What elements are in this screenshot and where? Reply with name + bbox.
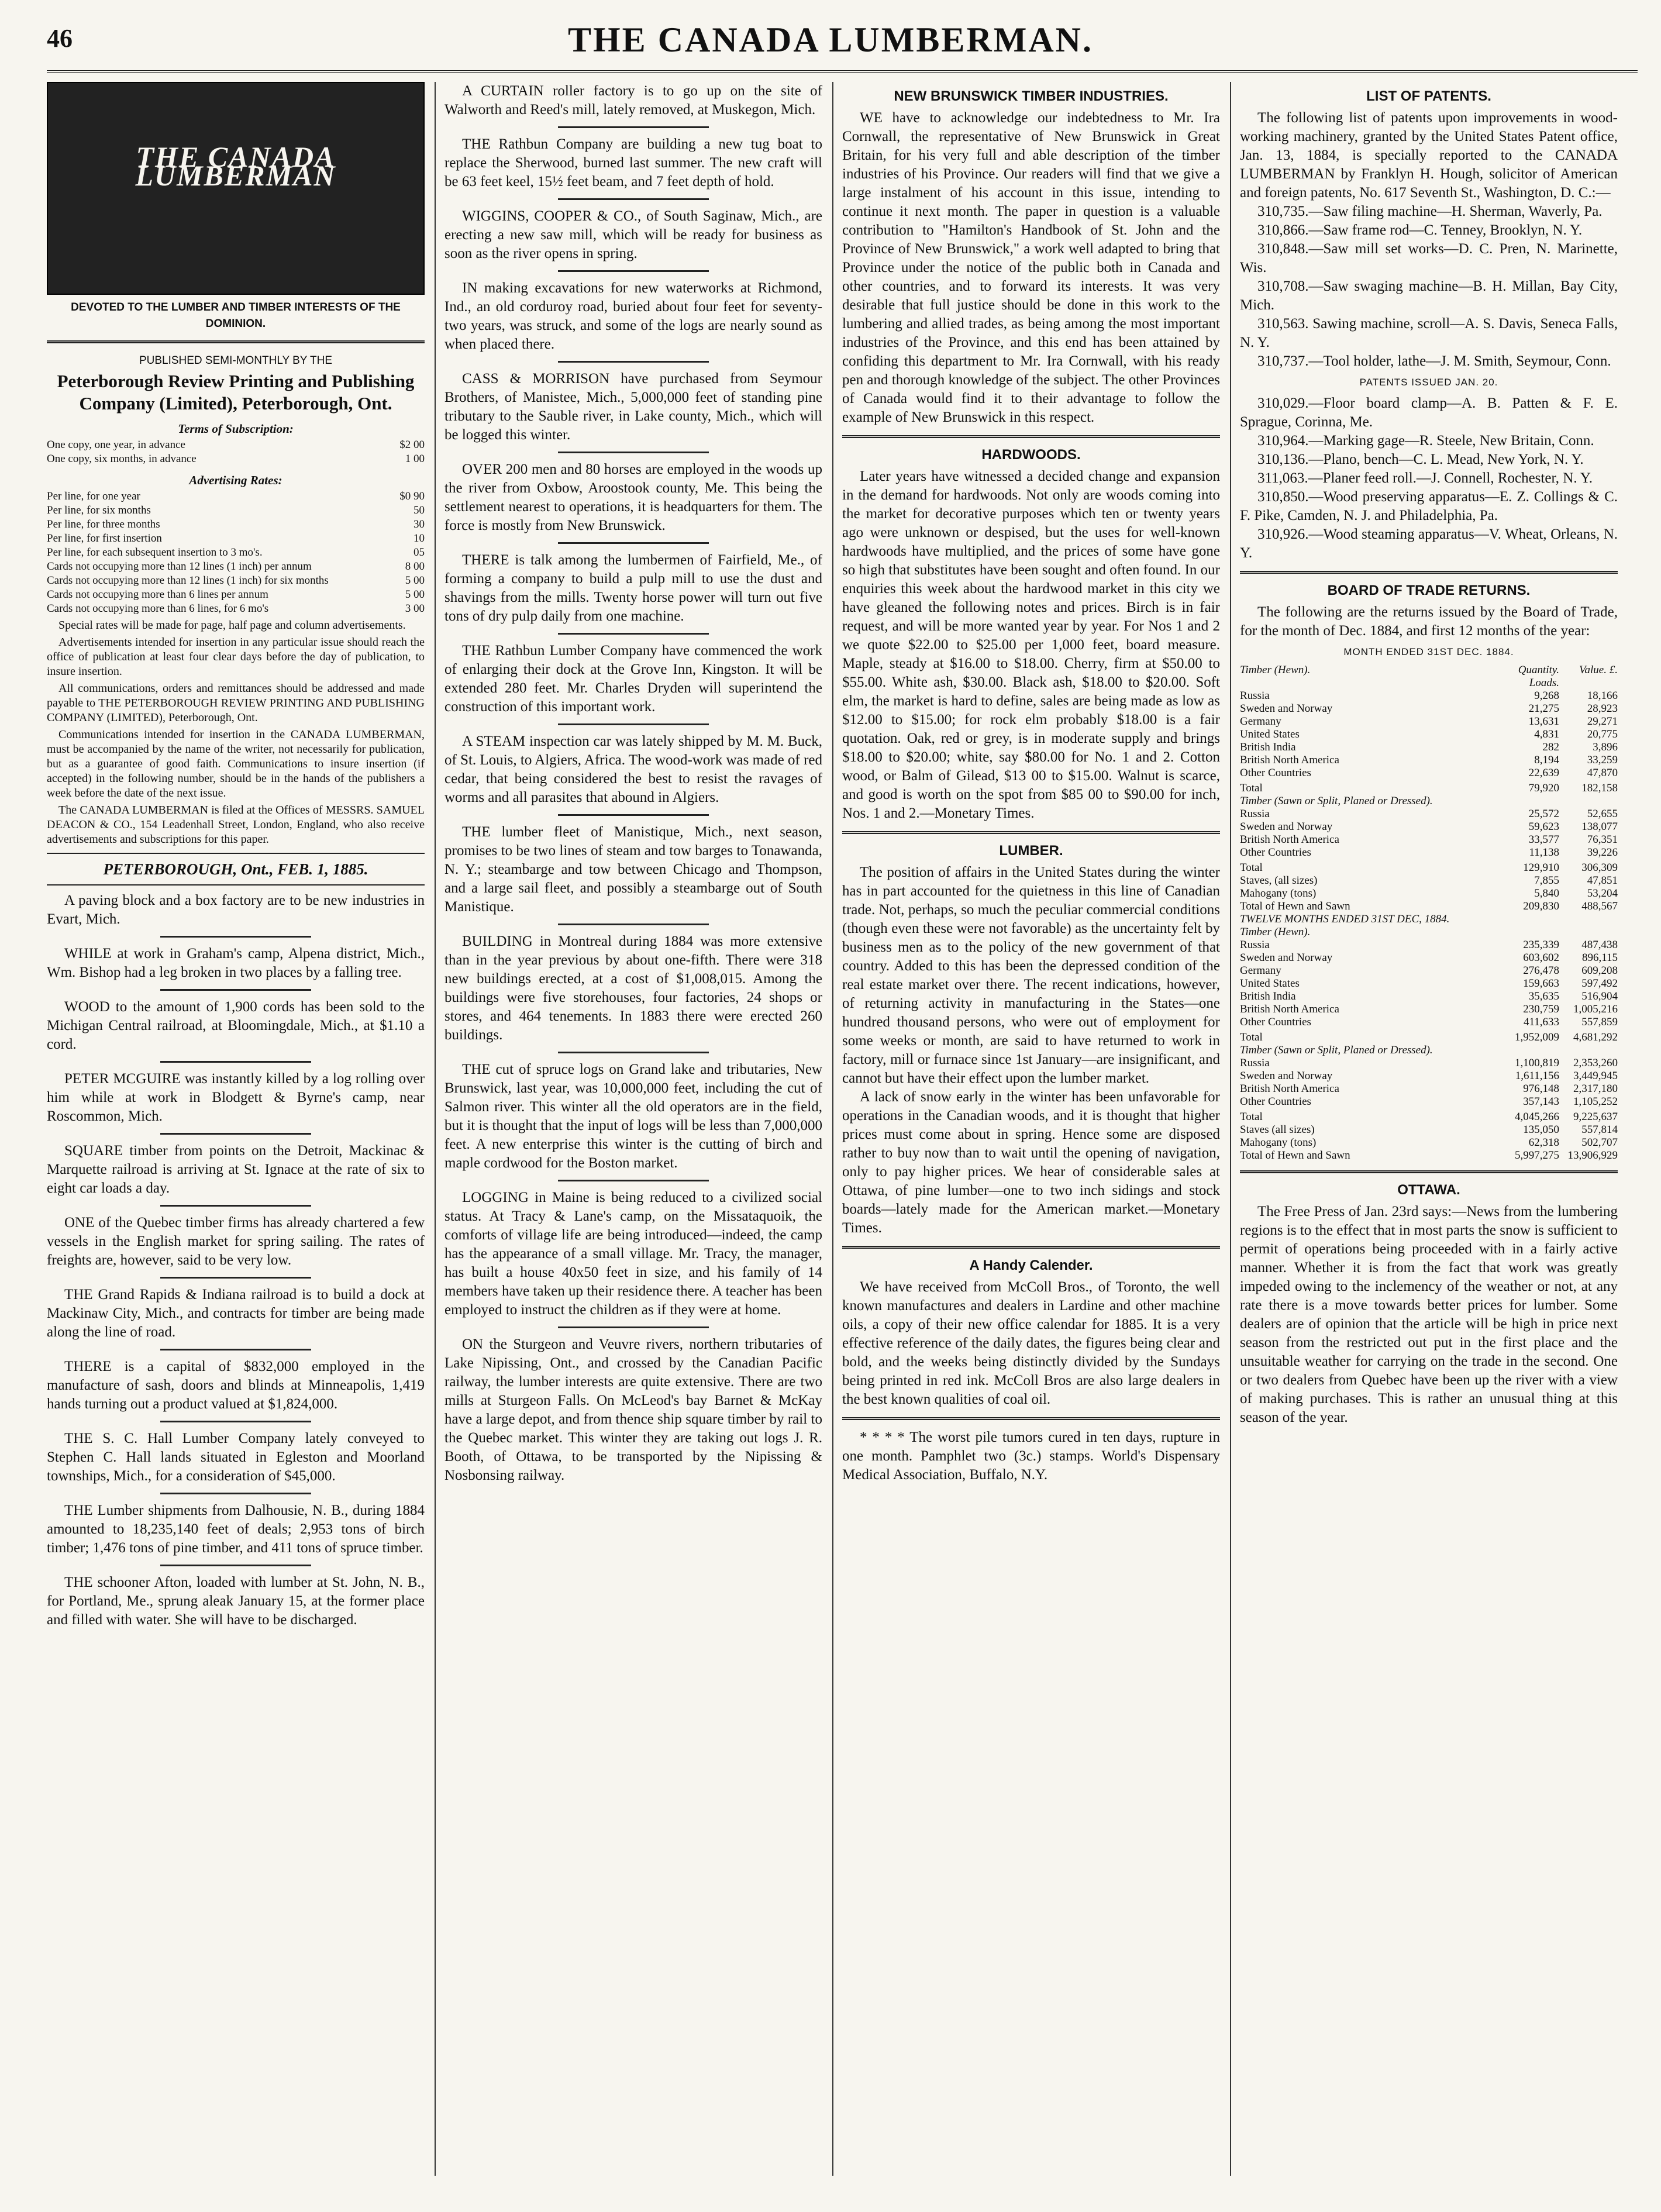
rate-label: Per line, for three months (47, 518, 160, 530)
section-label: Timber (Sawn or Split, Planed or Dressed). (1240, 1044, 1433, 1056)
row-quantity: 209,830 (1523, 900, 1559, 912)
rate-label: Cards not occupying more than 6 lines per annum (47, 588, 268, 601)
row-label: Sweden and Norway (1240, 1070, 1333, 1082)
row-label: Sweden and Norway (1240, 952, 1333, 964)
table-row (1240, 808, 1618, 821)
row-value: 4,681,292 (1573, 1031, 1618, 1043)
table-row (1240, 754, 1618, 767)
article-heading: BOARD OF TRADE RETURNS. (1327, 583, 1531, 598)
row-value: 13,906,929 (1567, 1149, 1618, 1162)
row-quantity: 411,633 (1523, 1016, 1559, 1028)
column-divider (832, 82, 833, 2176)
row-value: 488,567 (1581, 900, 1618, 912)
table-row (1240, 964, 1618, 977)
rate-label: Per line, for six months (47, 504, 151, 516)
table-row (1240, 1149, 1618, 1162)
row-value: 9,225,637 (1573, 1111, 1618, 1123)
row-label: Russia (1240, 808, 1270, 820)
table-row (1240, 859, 1618, 874)
table-row (1240, 690, 1618, 702)
item-separator (160, 1205, 311, 1207)
row-value: 29,271 (1587, 715, 1618, 728)
row-quantity: 11,138 (1529, 846, 1559, 859)
article-heading: A Handy Calender. (969, 1257, 1093, 1273)
item-separator (558, 452, 709, 453)
item-separator (558, 1326, 709, 1328)
item-separator (558, 1052, 709, 1053)
news-item: THE S. C. Hall Lumber Company lately conveyed to Stephen C. Hall lands situated in Egleston and Moorland townships, Mich., for a consideration of $45,000. (47, 1431, 425, 1484)
row-label: British North America (1240, 833, 1339, 846)
row-label: Total (1240, 862, 1263, 874)
row-label: British India (1240, 741, 1296, 753)
terms-list (47, 438, 425, 466)
item-separator (558, 270, 709, 272)
rate-row (47, 532, 425, 546)
table-row (1240, 977, 1618, 990)
divider (842, 1417, 1220, 1420)
table-row (1240, 702, 1618, 715)
dateline: PETERBOROUGH, Ont., FEB. 1, 1885. (103, 860, 368, 878)
row-value: 182,158 (1581, 782, 1618, 794)
table-row (1240, 728, 1618, 741)
news-item: THERE is talk among the lumbermen of Fairfield, Me., of forming a company to build a pulp mill to use the dust and shavings from the mills. Twenty horse power will turn out five tons of dry pulp daily from one machine. (444, 552, 822, 624)
item-separator (160, 936, 311, 938)
row-value: 47,851 (1587, 874, 1618, 887)
news-item: THE Lumber shipments from Dalhousie, N. B., during 1884 amounted to 18,235,140 feet of deals; 2,953 tons of birch timber; 1,476 tons of pine timber, and 411 tons of spruce timber. (47, 1503, 425, 1556)
rate-price: $0 90 (399, 490, 425, 502)
patent-entry: 310,708.—Saw swaging machine—B. H. Millan, Bay City, Mich. (1240, 278, 1618, 313)
section-label: Timber (Hewn). (1240, 926, 1311, 938)
publisher-note: The CANADA LUMBERMAN is filed at the Offices of MESSRS. SAMUEL DEACON & CO., 154 Leadenhall Street, London, England, who also receive advertisements and subscriptions for this paper. (47, 804, 425, 846)
table-row (1240, 780, 1618, 795)
rate-label: Cards not occupying more than 12 lines (1 inch) per annum (47, 560, 312, 573)
table-subheading: MONTH ENDED 31ST DEC. 1884. (1343, 646, 1514, 657)
news-item: WHILE at work in Graham's camp, Alpena district, Mich., Wm. Bishop had a leg broken in two places by a falling tree. (47, 946, 425, 980)
rate-label: Cards not occupying more than 6 lines, for 6 mo's (47, 602, 269, 615)
article-body: The following are the returns issued by the Board of Trade, for the month of Dec. 1884, and first 12 months of the year: (1240, 604, 1618, 639)
divider (842, 435, 1220, 438)
row-quantity: 13,631 (1528, 715, 1559, 728)
row-quantity: 230,759 (1523, 1003, 1559, 1015)
row-quantity: 8,194 (1534, 754, 1559, 766)
news-items (47, 891, 425, 1629)
article-heading: HARDWOODS. (981, 447, 1081, 463)
item-separator (160, 1565, 311, 1566)
row-label: Timber (Hewn). (1240, 664, 1311, 676)
row-label: Russia (1240, 1057, 1270, 1069)
row-value: 557,859 (1581, 1016, 1618, 1028)
news-item: BUILDING in Montreal during 1884 was more extensive than in the year previous by about one-fifth. There were 318 new buildings erected, at a cost of $1,008,015. Among the buildings were five storehouses, four factories, 24 shops or stores, and 464 tenements. In 1883 there were erected 260 buildings. (444, 933, 822, 1043)
row-label: Staves, (all sizes) (1240, 874, 1318, 887)
advertisement: * * * * The worst pile tumors cured in ten days, rupture in one month. Pamphlet two (3c.) stamps. World's Dispensary Medical Association, Buffalo, N.Y. (842, 1429, 1220, 1483)
item-separator (558, 542, 709, 544)
divider (47, 884, 425, 886)
rate-row (47, 574, 425, 588)
row-value: 20,775 (1587, 728, 1618, 740)
column-divider (435, 82, 436, 2176)
row-quantity: 1,611,156 (1515, 1070, 1559, 1082)
divider (842, 831, 1220, 834)
row-quantity: 5,840 (1534, 887, 1559, 900)
table-row (1240, 1108, 1618, 1124)
news-item: THERE is a capital of $832,000 employed in the manufacture of sash, doors and blinds at Minneapolis, 1,419 hands turning out a product valued at $1,824,000. (47, 1359, 425, 1412)
article-heading: LUMBER. (999, 843, 1063, 859)
rate-price: 50 (413, 504, 425, 516)
row-quantity: 35,635 (1528, 990, 1559, 1002)
news-item: THE Rathbun Lumber Company have commenced the work of enlarging their dock at the Grove Inn, Kingston. It will be extended 280 feet. Mr. Charles Dryden will superintend the construction of this important work. (444, 643, 822, 715)
row-value: 896,115 (1581, 952, 1618, 964)
row-quantity: 4,045,266 (1515, 1111, 1559, 1123)
row-quantity: 4,831 (1534, 728, 1559, 740)
rate-row (47, 546, 425, 560)
news-item: WOOD to the amount of 1,900 cords has been sold to the Michigan Central railroad, at Bloomingdale, Mich., at $1.10 a cord. (47, 999, 425, 1052)
rate-price: $2 00 (399, 439, 425, 451)
row-quantity: 1,100,819 (1515, 1057, 1559, 1069)
row-value: 3,449,945 (1573, 1070, 1618, 1082)
item-separator (160, 989, 311, 991)
table-row (1240, 821, 1618, 833)
published-line: PUBLISHED SEMI-MONTHLY BY THE (139, 354, 333, 367)
table-row (1240, 1029, 1618, 1044)
row-quantity: 25,572 (1528, 808, 1559, 820)
publisher-note: Communications intended for insertion in the CANADA LUMBERMAN, must be accompanied by the name of the writer, not necessarily for publication, but as a guarantee of good faith. Communications to insure insertion (if accepted) in the following number, should be in the hands of the publishers a week before the date of the next issue. (47, 728, 425, 800)
news-item: THE cut of spruce logs on Grand lake and tributaries, New Brunswick, last year, was 10,000,000 feet, including the cut of Salmon river. This winter all the old operators are in the field, but it is thought that the input of logs will be less than 7,000,000 feet. A new enterprise this winter is the cutting of birch and maple cordwood for the Boston market. (444, 1062, 822, 1171)
table-row (1240, 1016, 1618, 1029)
item-separator (160, 1349, 311, 1350)
news-item: OVER 200 men and 80 horses are employed in the woods up the river from Oxbow, Aroostook county, Me. This being the settlement nearest to operations, it is headquarters for them. The force is mostly from New Brunswick. (444, 461, 822, 533)
publisher-note: Advertisements intended for insertion in any particular issue should reach the office of publication at least four clear days before the day of publication, to insure insertion. (47, 636, 425, 678)
item-separator (558, 198, 709, 200)
rate-label: Per line, for one year (47, 490, 140, 502)
row-quantity: 79,920 (1528, 782, 1559, 794)
row-value: 609,208 (1581, 964, 1618, 977)
row-value: 53,204 (1587, 887, 1618, 900)
table-row (1240, 952, 1618, 964)
motto: DEVOTED TO THE LUMBER AND TIMBER INTERESTS OF THE DOMINION. (71, 301, 401, 330)
item-separator (558, 924, 709, 925)
row-quantity: 282 (1542, 741, 1559, 753)
item-separator (160, 1421, 311, 1422)
news-item: THE Rathbun Company are building a new tug boat to replace the Sherwood, burned last summer. The new craft will be 63 feet keel, 15½ feet beam, and 7 feet depth of hold. (444, 136, 822, 189)
news-item: ONE of the Quebec timber firms has already chartered a few vessels in the English market for spring sailing. The rates of freights are, however, said to be very low. (47, 1215, 425, 1268)
patent-list (1240, 394, 1618, 563)
table-row (1240, 874, 1618, 887)
row-label: British India (1240, 990, 1296, 1002)
patent-entry: 310,926.—Wood steaming apparatus—V. Wheat, Orleans, N. Y. (1240, 526, 1618, 561)
row-label: Sweden and Norway (1240, 702, 1333, 715)
news-item: CASS & MORRISON have purchased from Seymour Brothers, of Manistee, Mich., 5,000,000 feet of standing pine tributary to the Sauble river, in Lake county, Mich., which will be logged this winter. (444, 371, 822, 443)
patent-entry: 310,866.—Saw frame rod—C. Tenney, Brooklyn, N. Y. (1257, 222, 1583, 238)
row-value: 502,707 (1581, 1136, 1618, 1149)
row-quantity: 7,855 (1534, 874, 1559, 887)
rate-price: 10 (413, 532, 425, 545)
item-separator (558, 814, 709, 816)
row-label: Total of Hewn and Sawn (1240, 1149, 1350, 1162)
row-value: 487,438 (1581, 939, 1618, 951)
news-item: THE schooner Afton, loaded with lumber at St. John, N. B., for Portland, Me., sprung aleak January 15, at the former place and filled with water. She will have to be discharged. (47, 1574, 425, 1628)
table-row (1240, 887, 1618, 900)
row-value: 557,814 (1581, 1124, 1618, 1136)
row-label: Russia (1240, 939, 1270, 951)
patent-list (1240, 202, 1618, 371)
patent-entry: 311,063.—Planer feed roll.—J. Connell, Rochester, N. Y. (1257, 470, 1593, 486)
row-label: British North America (1240, 1083, 1339, 1095)
rate-row (47, 438, 425, 452)
column-1 (47, 82, 425, 2176)
section-label: TWELVE MONTHS ENDED 31ST DEC, 1884. (1240, 913, 1450, 925)
article-body: Later years have witnessed a decided change and expansion in the demand for hardwoods. Not only are woods coming into the market for decorative purposes which ten or twenty years ago were unknown or despised, but the uses for well-known hardwoods have multiplied, and the prices of some have gone so high that substitutes have been sought and often found. In our enquiries this week about the hardwood market in this city we have gleaned the following notes and prices. Birch is in fair request, and will be more wanted year by year. For Nos 1 and 2 we quote $22.00 to $25.00 per 1,000 feet, board measure. Maple, steady at $16.00 to $18.00. Cherry, firm at $50.00 to $55.00. White ash, $30.00. Black ash, $18.00 to $20.00. Soft elm, the market is hard to define, sales are being made as low as $12.00 to $15.00; for rock elm probably $18.00 is a fair quotation. Oak, red or grey, is in moderate supply and brings $18.00 to $20.00; white, say $80.00 for No. 1 and 2. Cotton wood, or Balm of Gilead, $13 00 to $15.00. Walnut is scarce, and good is worth on the spot from $85 00 to $90.00 for inch, Nos. 1 and 2.—Monetary Times. (842, 468, 1220, 821)
article-body: We have received from McColl Bros., of Toronto, the well known manufactures and dealers in Lardine and other machine oils, a copy of their new office calendar for 1885. It is a very effective reference of the daily dates, the figures being clear and bold, and the weeks being distinctly divided by the Sundays being printed in red ink. McColl Bros are also large dealers in the best known qualities of coal oil. (842, 1279, 1220, 1407)
table-row (1240, 1070, 1618, 1083)
row-value: 47,870 (1587, 767, 1618, 779)
patent-entry: 310,029.—Floor board clamp—A. B. Patten & F. E. Sprague, Corinna, Me. (1240, 395, 1618, 430)
patent-entry: 310,563. Sawing machine, scroll—A. S. Davis, Seneca Falls, N. Y. (1240, 316, 1618, 350)
row-label: British North America (1240, 754, 1339, 766)
article-heading: NEW BRUNSWICK TIMBER INDUSTRIES. (894, 88, 1169, 104)
news-item: PETER MCGUIRE was instantly killed by a log rolling over him while at work in Blodgett & Byrne's camp, near Roscommon, Mich. (47, 1071, 425, 1124)
row-quantity: Quantity. Loads. (1518, 664, 1559, 689)
table-row (1240, 664, 1618, 690)
item-separator (558, 126, 709, 128)
row-value: 138,077 (1581, 821, 1618, 833)
logo-text: THE CANADA LUMBERMAN (135, 140, 336, 192)
row-value: 76,351 (1587, 833, 1618, 846)
row-label: Mahogany (tons) (1240, 887, 1317, 900)
rate-price: 30 (413, 518, 425, 530)
row-quantity: 1,952,009 (1515, 1031, 1559, 1043)
table-row (1240, 741, 1618, 754)
article-body: WE have to acknowledge our indebtedness to Mr. Ira Cornwall, the representative of New Brunswick in Great Britain, for his very full and able description of the timber industries of his Province. Our readers will find that we give a large instalment of his account in this issue, intending to continue it next month. The paper in question is a valuable contribution to "Hamilton's Handbook of St. John and the Province of New Brunswick," a work well adapted to bring that Province under the notice of the public both in Canada and other countries, and to forward its interests. It was very desirable that full justice should be done in this work to the lumbering and allied trades, as being among the most important industries of the Province, and this end has been attained by confiding this department to Mr. Ira Cornwall, with his ready pen and thorough knowledge of the subject. The other Provinces of Canada would find it to their advantage to follow the example of New Brunswick in this respect. (842, 110, 1220, 425)
terms-heading: Terms of Subscription: (178, 422, 294, 436)
divider (47, 853, 425, 854)
article-heading: OTTAWA. (1397, 1182, 1460, 1198)
item-separator (558, 633, 709, 635)
row-value: 39,226 (1587, 846, 1618, 859)
row-quantity: 9,268 (1534, 690, 1559, 702)
news-item: ON the Sturgeon and Veuvre rivers, northern tributaries of Lake Nipissing, Ont., and crossed by the Canadian Pacific railway, the lumber interests are quite extensive. There are two mills at Sturgeon Falls. On McLeod's bay Barnet & McKay have a large depot, and from thence ship square timber by rail to the Quebec market. This winter they are taking out logs J. R. Booth, of Ottawa, to be transported by the Nipissing & Nosbonsing railway. (444, 1336, 822, 1483)
table-row (1240, 1083, 1618, 1095)
row-label: Total (1240, 1111, 1263, 1123)
adv-rates-list (47, 490, 425, 616)
row-quantity: 5,997,275 (1515, 1149, 1559, 1162)
row-label: Other Countries (1240, 1095, 1311, 1108)
rate-row (47, 588, 425, 602)
article-body: The Free Press of Jan. 23rd says:—News from the lumbering regions is to the effect that in most parts the snow is sufficient to permit of operations being proceeded with in a fairly active manner. Whether it is from the fact that work was greatly impeded owing to the inclemency of the weather or not, at any rate there is a move towards better prices for lumber. Some dealers are of opinion that the article will be high in price next season from the restricted out put in the first place and the unsuitable weather for carrying on the trade in the second. One or two dealers from Quebec have been up the river with a view of making purchases. This is rather an unusual thing at this season of the year. (1240, 1204, 1618, 1425)
table-row (1240, 767, 1618, 780)
section-row (1240, 1044, 1618, 1057)
row-label: Total (1240, 1031, 1263, 1043)
publisher-note: Special rates will be made for page, half page and column advertisements. (58, 619, 406, 632)
rate-price: 05 (413, 546, 425, 559)
news-item: SQUARE timber from points on the Detroit, Mackinac & Marquette railroad is arriving at St. Ignace at the rate of six to eight car loads a day. (47, 1143, 425, 1196)
patent-entry: 310,136.—Plano, bench—C. L. Mead, New York, N. Y. (1257, 452, 1584, 467)
item-separator (558, 1180, 709, 1181)
row-label: Germany (1240, 715, 1281, 728)
row-label: United States (1240, 977, 1300, 990)
rate-label: One copy, six months, in advance (47, 453, 197, 465)
row-value: Value. £. (1579, 664, 1618, 676)
article-body: A lack of snow early in the winter has been unfavorable for operations in the Canadian woods, and it is thought that higher prices must come about in spring. Hence some are disposed rather to buy now than to wait until the opening of navigation, only to pay higher prices. We hear of considerable sales at Ottawa, of pine lumber—one to two inch sidings and stock boards—lately made for the American market.—Monetary Times. (842, 1089, 1220, 1236)
row-value: 597,492 (1581, 977, 1618, 990)
row-value: 2,317,180 (1573, 1083, 1618, 1095)
article-heading: LIST OF PATENTS. (1366, 88, 1491, 104)
row-quantity: 159,663 (1523, 977, 1559, 990)
divider (842, 1246, 1220, 1249)
table-row (1240, 1003, 1618, 1016)
publisher-name: Peterborough Review Printing and Publishing Company (Limited), Peterborough, Ont. (57, 371, 415, 414)
table-row (1240, 1136, 1618, 1149)
divider (1240, 1170, 1618, 1173)
news-item: THE Grand Rapids & Indiana railroad is to build a dock at Mackinaw City, Mich., and contracts for timber are being made along the line of road. (47, 1287, 425, 1340)
row-label: United States (1240, 728, 1300, 740)
row-label: Sweden and Norway (1240, 821, 1333, 833)
news-item: THE lumber fleet of Manistique, Mich., next season, promises to be two lines of steam and tow barges to Tonawanda, N. Y.; steambarge and tow between Chicago and Thompson, and a large sail fleet, and possibly a steambarge out of South Manistique. (444, 824, 822, 915)
column-2 (444, 82, 822, 2176)
row-label: Other Countries (1240, 846, 1311, 859)
table-row (1240, 939, 1618, 952)
article-body: The position of affairs in the United States during the winter has in part accounted for the quietness in this line of Canadian trade. Not, perhaps, so much the peculiar commercial conditions (though even these were not favorable) as the uncertainty felt by business men as to the policy of the new government of that country. Added to this has been the depressed condition of the real estate market over there. The recent indications, however, of returning activity in manufacturing in the States—one hundred thousand persons, who were out of employment for some weeks or month, are said to have returned to work in factory, mill or furnace since 1st January—are insignificant, and cannot but have their effect upon the lumber market. (842, 864, 1220, 1086)
divider (47, 340, 425, 343)
row-quantity: 62,318 (1528, 1136, 1559, 1149)
row-quantity: 59,623 (1528, 821, 1559, 833)
rate-label: One copy, one year, in advance (47, 439, 185, 451)
patent-entry: 310,737.—Tool holder, lathe—J. M. Smith, Seymour, Conn. (1257, 353, 1611, 369)
row-quantity: 976,148 (1523, 1083, 1559, 1095)
patent-subheading: PATENTS ISSUED JAN. 20. (1359, 377, 1498, 388)
patent-entry: 310,850.—Wood preserving apparatus—E. Z. Collings & C. F. Pike, Camden, N. J. and Philadelphia, Pa. (1240, 489, 1618, 523)
row-quantity: 357,143 (1523, 1095, 1559, 1108)
adv-heading: Advertising Rates: (189, 473, 282, 487)
divider (1240, 571, 1618, 574)
row-quantity: 603,602 (1523, 952, 1559, 964)
row-quantity: 33,577 (1528, 833, 1559, 846)
column-4 (1240, 82, 1618, 2176)
row-quantity: 235,339 (1523, 939, 1559, 951)
row-value: 18,166 (1587, 690, 1618, 702)
row-value: 306,309 (1581, 862, 1618, 874)
row-label: Russia (1240, 690, 1270, 702)
patent-entry: 310,848.—Saw mill set works—D. C. Pren, N. Marinette, Wis. (1240, 241, 1618, 275)
table-row (1240, 1124, 1618, 1136)
row-quantity: 129,910 (1523, 862, 1559, 874)
table-row (1240, 833, 1618, 846)
publisher-note: All communications, orders and remittances should be addressed and made payable to THE PETERBOROUGH REVIEW PRINTING AND PUBLISHING COMPANY (LIMITED), Peterborough, Ont. (47, 682, 425, 724)
news-item: A paving block and a box factory are to be new industries in Evart, Mich. (47, 893, 425, 927)
item-separator (558, 723, 709, 725)
rate-price: 8 00 (405, 560, 425, 573)
rate-price: 1 00 (405, 453, 425, 465)
row-quantity: 135,050 (1523, 1124, 1559, 1136)
row-value: 52,655 (1587, 808, 1618, 820)
row-quantity: 22,639 (1528, 767, 1559, 779)
column-divider (1230, 82, 1231, 2176)
row-value: 1,105,252 (1573, 1095, 1618, 1108)
section-row (1240, 926, 1618, 939)
row-value: 2,353,260 (1573, 1057, 1618, 1069)
publisher-notes (47, 618, 425, 847)
row-label: Total of Hewn and Sawn (1240, 900, 1350, 912)
rate-row (47, 452, 425, 466)
row-label: Total (1240, 782, 1263, 794)
news-item: IN making excavations for new waterworks at Richmond, Ind., an old corduroy road, buried about four feet for seventy-two years, was struck, and some of the logs are nearly sound as when placed there. (444, 280, 822, 352)
row-value: 516,904 (1581, 990, 1618, 1002)
item-separator (160, 1277, 311, 1279)
row-label: Other Countries (1240, 1016, 1311, 1028)
table-row (1240, 990, 1618, 1003)
table-row (1240, 1057, 1618, 1070)
board-of-trade-table (1240, 664, 1618, 1162)
item-separator (558, 361, 709, 363)
table-row (1240, 715, 1618, 728)
article-body: The following list of patents upon improvements in wood-working machinery, granted by the United States Patent office, Jan. 13, 1884, is specially reported to the CANADA LUMBERMAN by Franklyn H. Hough, solicitor of American and foreign patents, No. 617 Seventh St., Washington, D. C.:— (1240, 110, 1618, 201)
newspaper-title: THE CANADA LUMBERMAN. (567, 20, 1094, 59)
section-row (1240, 795, 1618, 808)
rate-label: Per line, for first insertion (47, 532, 162, 545)
row-label: Staves (all sizes) (1240, 1124, 1315, 1136)
rate-price: 3 00 (405, 602, 425, 615)
rate-price: 5 00 (405, 588, 425, 601)
news-item: WIGGINS, COOPER & CO., of South Saginaw, Mich., are erecting a new saw mill, which will be ready for business as soon as the river opens in spring. (444, 208, 822, 261)
news-item: LOGGING in Maine is being reduced to a civilized social status. At Tracy & Lane's camp, on the Missataquoik, the comforts of village life are being introduced—indeed, the camp has the appearance of a small village. Mr. Tracy, the manager, has built a house 40x50 feet in size, and his family of 14 members have taken up their residence there. A teacher has been employed to instruct the children as if they were at home. (444, 1190, 822, 1318)
rate-row (47, 504, 425, 518)
page-number: 46 (47, 24, 73, 53)
rate-label: Per line, for each subsequent insertion to 3 mo's. (47, 546, 263, 559)
row-value: 1,005,216 (1573, 1003, 1618, 1015)
masthead-logo (47, 82, 425, 295)
table-row (1240, 900, 1618, 913)
table-row (1240, 1095, 1618, 1108)
row-value: 33,259 (1587, 754, 1618, 766)
item-separator (160, 1493, 311, 1494)
rate-label: Cards not occupying more than 12 lines (1 inch) for six months (47, 574, 329, 587)
patent-entry: 310,735.—Saw filing machine—H. Sherman, Waverly, Pa. (1257, 204, 1603, 219)
news-item: A CURTAIN roller factory is to go up on the site of Walworth and Reed's mill, lately removed, at Muskegon, Mich. (444, 83, 822, 118)
rate-row (47, 560, 425, 574)
row-quantity: 276,478 (1523, 964, 1559, 977)
section-row (1240, 913, 1618, 926)
section-label: Timber (Sawn or Split, Planed or Dressed). (1240, 795, 1433, 807)
patent-entry: 310,964.—Marking gage—R. Steele, New Britain, Conn. (1257, 433, 1594, 449)
row-label: Mahogany (tons) (1240, 1136, 1317, 1149)
item-separator (160, 1133, 311, 1135)
item-separator (160, 1061, 311, 1063)
row-value: 3,896 (1593, 741, 1618, 753)
column-3 (842, 82, 1220, 2176)
row-quantity: 21,275 (1528, 702, 1559, 715)
row-label: British North America (1240, 1003, 1339, 1015)
table-row (1240, 846, 1618, 859)
row-label: Germany (1240, 964, 1281, 977)
rate-row (47, 490, 425, 504)
rate-row (47, 518, 425, 532)
rate-row (47, 602, 425, 616)
news-items (444, 82, 822, 1485)
news-item: A STEAM inspection car was lately shipped by M. M. Buck, of St. Louis, to Algiers, Africa. The wood-work was made of red cedar, that being considered the best to resist the ravages of worms and all parasites that abound in Algiers. (444, 733, 822, 805)
top-rule (47, 70, 1638, 73)
row-value: 28,923 (1587, 702, 1618, 715)
rate-price: 5 00 (405, 574, 425, 587)
row-label: Other Countries (1240, 767, 1311, 779)
